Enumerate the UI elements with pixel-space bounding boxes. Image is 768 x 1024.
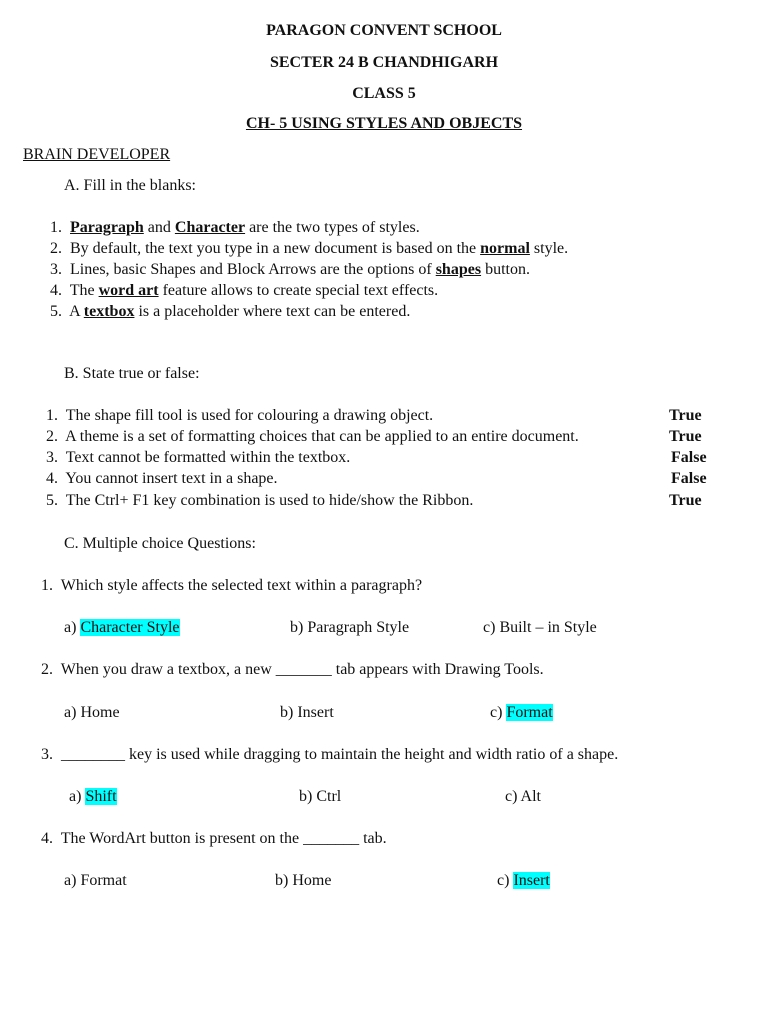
part-b-item	[46, 492, 473, 510]
mcq-option-a	[69, 788, 117, 806]
class-label: CLASS 5	[352, 85, 416, 102]
item-text: and	[143, 219, 175, 236]
item-text: By default, the text you type in a new document is based on the	[70, 240, 481, 257]
option-prefix: c)	[490, 704, 507, 721]
school-address: SECTER 24 B CHANDHIGARH	[269, 54, 499, 71]
item-number: 2.	[46, 428, 58, 445]
correct-option: Character Style	[80, 619, 180, 636]
item-text: feature allows to create special text effects.	[158, 282, 439, 299]
question-text: Which style affects the selected text within a paragraph?	[60, 577, 423, 594]
answer-false: False	[671, 470, 707, 487]
mcq-option-c	[497, 872, 550, 890]
mcq-option-c	[505, 788, 541, 806]
option-label: Format	[80, 872, 127, 889]
answer-true: True	[669, 407, 702, 424]
item-number: 5.	[46, 492, 58, 509]
option-label: Ctrl	[316, 788, 342, 805]
part-a-title: A. Fill in the blanks:	[64, 177, 196, 194]
item-text: style.	[529, 240, 569, 257]
option-label: Insert	[297, 704, 334, 721]
mcq-option-b	[275, 872, 331, 890]
question-text: ________ key is used while dragging to maintain the height and width ratio of a shape.	[61, 746, 619, 763]
question-number: 3.	[41, 746, 53, 763]
option-prefix: b)	[280, 704, 298, 721]
mcq-question	[41, 577, 422, 595]
part-b-item	[46, 470, 278, 488]
correct-option: Insert	[513, 872, 550, 889]
answer-true: True	[669, 492, 702, 509]
item-number: 4.	[46, 470, 58, 487]
item-number: 4.	[50, 282, 62, 299]
answer-word-art: word art	[98, 282, 159, 299]
item-text: A theme is a set of formatting choices that can be applied to an entire document.	[65, 428, 579, 445]
answer-character: Character	[174, 219, 246, 236]
mcq-option-b	[280, 704, 334, 722]
option-label: Built – in Style	[499, 619, 597, 636]
school-name: PARAGON CONVENT SCHOOL	[266, 22, 502, 39]
mcq-question	[41, 746, 618, 764]
item-text: button.	[481, 261, 530, 278]
item-text: You cannot insert text in a shape.	[65, 470, 278, 487]
item-text: Lines, basic Shapes and Block Arrows are the options of	[70, 261, 436, 278]
mcq-option-a	[64, 619, 180, 637]
item-text: is a placeholder where text can be entered.	[134, 303, 411, 320]
item-number: 1.	[50, 219, 62, 236]
option-prefix: b)	[299, 788, 317, 805]
question-text: When you draw a textbox, a new _______ tab appears with Drawing Tools.	[60, 661, 544, 678]
item-text: The Ctrl+ F1 key combination is used to hide/show the Ribbon.	[65, 492, 474, 509]
question-text: The WordArt button is present on the _______ tab.	[60, 830, 387, 847]
part-a-item	[50, 303, 410, 321]
part-a-item	[50, 240, 568, 258]
option-prefix: a)	[64, 872, 81, 889]
answer-textbox: textbox	[83, 303, 135, 320]
item-number: 3.	[50, 261, 62, 278]
part-b-title: B. State true or false:	[64, 365, 200, 382]
option-prefix: a)	[69, 788, 86, 805]
item-number: 3.	[46, 449, 58, 466]
item-text: The	[69, 282, 99, 299]
question-number: 4.	[41, 830, 53, 847]
correct-option: Shift	[85, 788, 117, 805]
part-b-item	[46, 428, 579, 446]
part-a-item	[50, 282, 438, 300]
option-label: Alt	[520, 788, 541, 805]
question-number: 1.	[41, 577, 53, 594]
option-prefix: a)	[64, 704, 81, 721]
option-prefix: c)	[505, 788, 521, 805]
mcq-option-c	[490, 704, 553, 722]
part-c-title: C. Multiple choice Questions:	[64, 535, 256, 552]
option-label: Home	[292, 872, 332, 889]
chapter-title-text: CH- 5 USING STYLES AND OBJECTS	[245, 115, 523, 132]
answer-normal: normal	[480, 240, 530, 257]
answer-true: True	[669, 428, 702, 445]
part-b-item	[46, 407, 433, 425]
mcq-option-b	[290, 619, 409, 637]
option-prefix: a)	[64, 619, 81, 636]
mcq-option-a	[64, 704, 120, 722]
answer-paragraph: Paragraph	[70, 219, 144, 236]
item-number: 5.	[50, 303, 62, 320]
option-label: Paragraph Style	[307, 619, 410, 636]
option-label: Home	[80, 704, 120, 721]
item-text: The shape fill tool is used for colouring a drawing object.	[65, 407, 434, 424]
item-text: are the two types of styles.	[245, 219, 420, 236]
item-number: 2.	[50, 240, 62, 257]
section-title: BRAIN DEVELOPER	[23, 146, 171, 163]
mcq-question	[41, 661, 544, 679]
correct-option: Format	[506, 704, 553, 721]
answer-shapes: shapes	[435, 261, 482, 278]
item-text: A	[69, 303, 84, 320]
mcq-option-c	[483, 619, 597, 637]
option-prefix: c)	[497, 872, 514, 889]
item-number: 1.	[46, 407, 58, 424]
question-number: 2.	[41, 661, 53, 678]
option-prefix: b)	[290, 619, 308, 636]
part-a-item	[50, 219, 420, 237]
part-b-item	[46, 449, 350, 467]
chapter-title	[0, 115, 768, 133]
option-prefix: c)	[483, 619, 500, 636]
option-prefix: b)	[275, 872, 293, 889]
part-a-item	[50, 261, 530, 279]
mcq-question	[41, 830, 387, 848]
answer-false: False	[671, 449, 707, 466]
item-text: Text cannot be formatted within the textbox.	[65, 449, 351, 466]
mcq-option-b	[299, 788, 341, 806]
mcq-option-a	[64, 872, 127, 890]
